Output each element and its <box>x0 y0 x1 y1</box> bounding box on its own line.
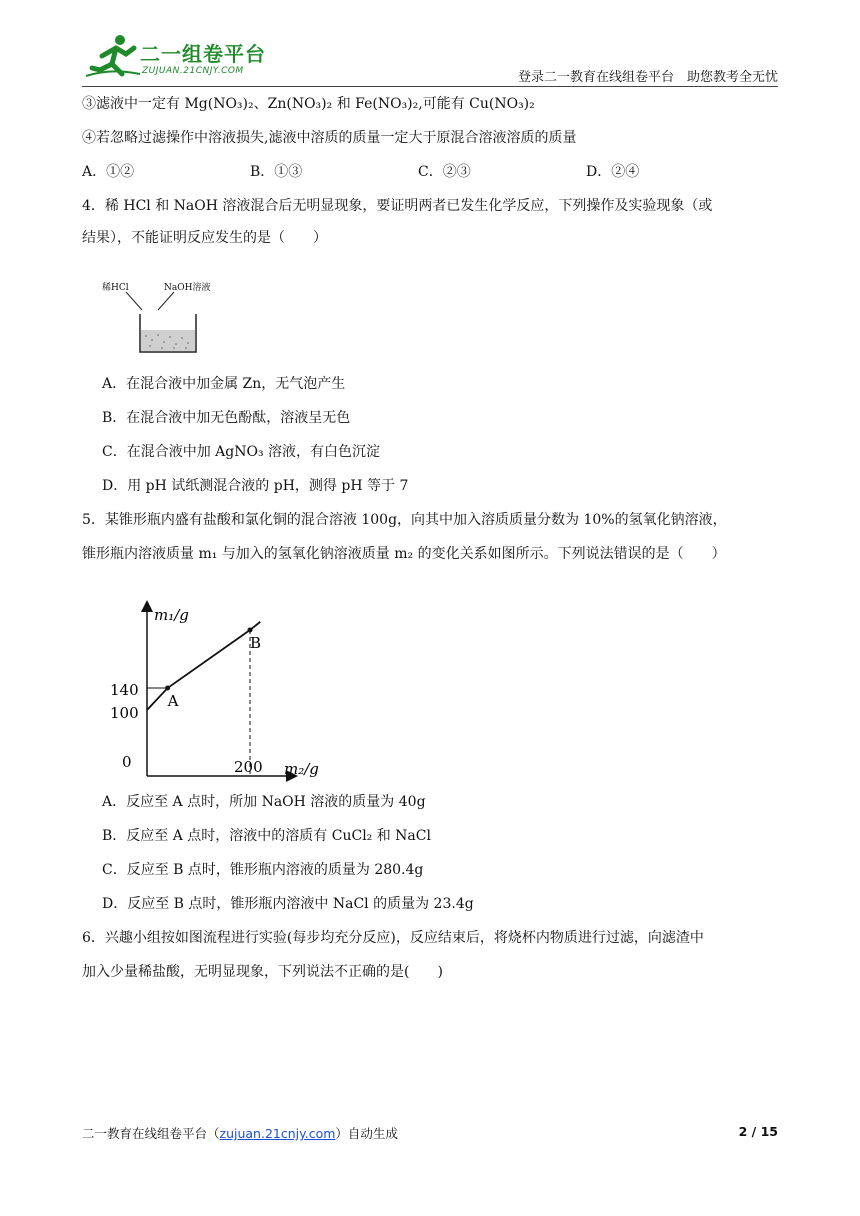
point-a-label: A <box>167 692 179 710</box>
header-tagline: 登录二一教育在线组卷平台 助您教考全无忧 <box>517 70 778 85</box>
q5-stem-line-2: 锥形瓶内溶液质量 m₁ 与加入的氢氧化钠溶液质量 m₂ 的变化关系如图所示。下列说法错误的是（ ） <box>82 546 726 562</box>
origin-label: 0 <box>122 753 132 771</box>
y-axis-label: m₁/g <box>154 606 189 624</box>
series-line <box>147 622 260 710</box>
q6-stem-line-1: 6．兴趣小组按如图流程进行实验(每步均充分反应)，反应结束后，将烧杯内物质进行过滤，向滤渣中 <box>82 930 704 946</box>
q3-statement-3: ③滤液中一定有 Mg(NO₃)₂、Zn(NO₃)₂ 和 Fe(NO₃)₂,可能有 Cu(NO₃)₂ <box>82 96 535 112</box>
q3-option-b[interactable]: B．①③ <box>250 164 303 180</box>
q3-statement-4: ④若忽略过滤操作中溶液损失,滤液中溶质的质量一定大于原混合溶液溶质的质量 <box>82 130 577 146</box>
q3-option-a[interactable]: A．①② <box>82 164 135 180</box>
figure-label-naoh: NaOH溶液 <box>164 283 211 293</box>
header-divider <box>82 86 778 87</box>
figure-label-hcl: 稀HCl <box>102 283 129 293</box>
q5-option-d[interactable]: D．反应至 B 点时，锥形瓶内溶液中 NaCl 的质量为 23.4g <box>102 896 474 912</box>
runner-logo-icon <box>82 28 142 86</box>
q6-stem-line-2: 加入少量稀盐酸，无明显现象，下列说法不正确的是( ) <box>82 964 443 980</box>
logo-title: 二一组卷平台 <box>140 42 266 66</box>
page-header <box>82 28 778 86</box>
q4-stem-line-2: 结果），不能证明反应发生的是（ ） <box>82 230 327 246</box>
q5-option-c[interactable]: C．反应至 B 点时，锥形瓶内溶液的质量为 280.4g <box>102 862 424 878</box>
q3-options <box>82 162 639 182</box>
q4-beaker-figure <box>102 280 242 360</box>
footer-suffix: ）自动生成 <box>335 1126 398 1141</box>
q3-option-d[interactable]: D．②④ <box>586 164 640 180</box>
x-axis-label: m₂/g <box>284 760 319 778</box>
page-number: 2 / 15 <box>738 1124 778 1139</box>
q4-option-b[interactable]: B．在混合液中加无色酚酞，溶液呈无色 <box>102 410 351 426</box>
m1-m2-chart <box>102 598 362 788</box>
q4-option-c[interactable]: C．在混合液中加 AgNO₃ 溶液，有白色沉淀 <box>102 444 381 460</box>
point-b-label: B <box>250 634 262 652</box>
q4-option-d[interactable]: D．用 pH 试纸测混合液的 pH，测得 pH 等于 7 <box>102 478 409 494</box>
q5-option-a[interactable]: A．反应至 A 点时，所加 NaOH 溶液的质量为 40g <box>102 794 426 810</box>
q4-option-a[interactable]: A．在混合液中加金属 Zn，无气泡产生 <box>102 376 346 392</box>
q5-stem-line-1: 5．某锥形瓶内盛有盐酸和氯化铜的混合溶液 100g，向其中加入溶质质量分数为 10%的氢氧化钠溶液， <box>82 512 727 528</box>
footer-link[interactable]: zujuan.21cnjy.com <box>219 1126 336 1141</box>
y-tick-label-140: 140 <box>110 681 139 699</box>
page-footer <box>82 1124 778 1142</box>
footer-prefix: 二一教育在线组卷平台（ <box>82 1126 220 1141</box>
q4-stem-line-1: 4．稀 HCl 和 NaOH 溶液混合后无明显现象，要证明两者已发生化学反应，下列操作及实验现象（或 <box>82 198 713 214</box>
logo-subtitle: ZUJUAN.21CNJY.COM <box>142 66 244 76</box>
q3-option-c[interactable]: C．②③ <box>418 164 471 180</box>
y-tick-label-100: 100 <box>110 704 139 722</box>
q5-option-b[interactable]: B．反应至 A 点时，溶液中的溶质有 CuCl₂ 和 NaCl <box>102 828 431 844</box>
beaker-icon <box>102 280 242 360</box>
x-tick-label-200: 200 <box>234 758 263 776</box>
site-logo[interactable] <box>82 28 282 86</box>
